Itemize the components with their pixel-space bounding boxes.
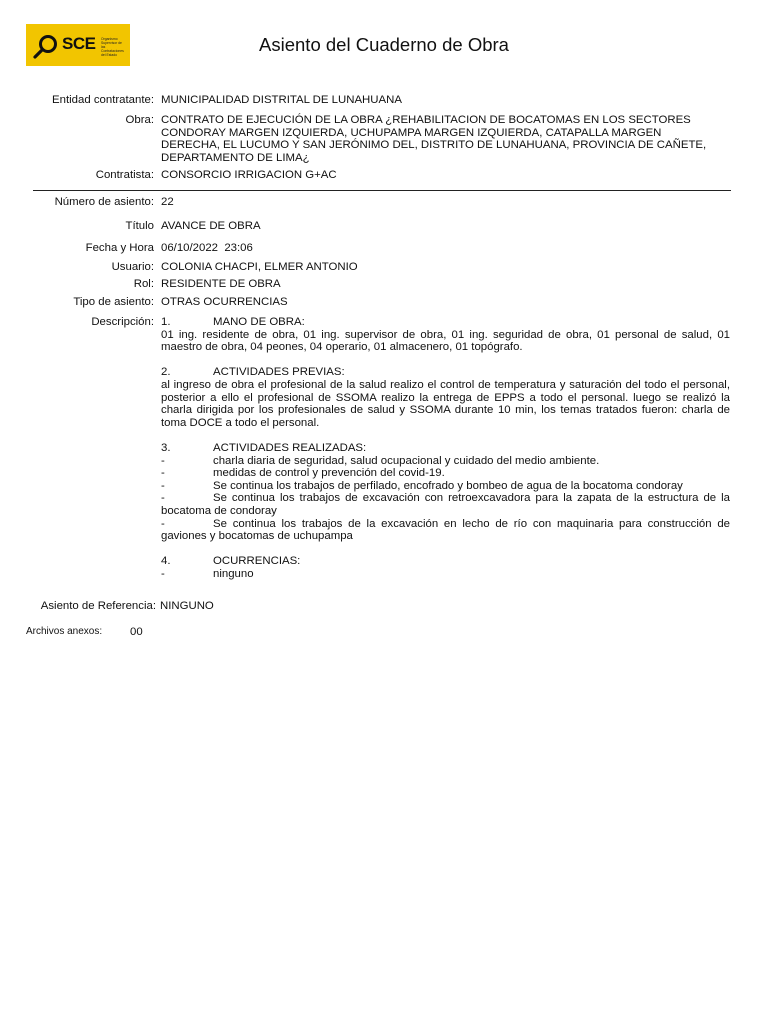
usuario-value: COLONIA CHACPI, ELMER ANTONIO	[161, 261, 358, 273]
anexos-label: Archivos anexos:	[26, 626, 103, 637]
section-title: ACTIVIDADES REALIZADAS:	[213, 441, 367, 454]
entidad-label: Entidad contratante:	[52, 94, 154, 106]
obra-label: Obra:	[125, 114, 154, 126]
list-item: - Se continua los trabajos de perfilado, encofrado y bombeo de agua de la bocatoma condoray	[161, 479, 683, 492]
list-dash: -	[161, 467, 165, 480]
section-heading	[161, 366, 730, 379]
titulo-label: Título	[125, 220, 154, 232]
list-dash: -	[161, 517, 165, 530]
section-heading	[161, 442, 730, 455]
fecha-value: 06/10/2022 23:06	[161, 242, 253, 254]
tipo-value: OTRAS OCURRENCIAS	[161, 296, 288, 308]
rol-value: RESIDENTE DE OBRA	[161, 278, 281, 290]
numero-value: 22	[161, 196, 174, 208]
usuario-label: Usuario:	[111, 261, 154, 273]
contratista-label: Contratista:	[95, 169, 154, 181]
list-item: - Se continua los trabajos de excavación con retroexcavadora para la zapata de la estructura de la bocatoma de condoray	[161, 492, 730, 517]
obra-line: DEPARTAMENTO DE LIMA¿	[161, 151, 310, 164]
entidad-value: MUNICIPALIDAD DISTRITAL DE LUNAHUANA	[161, 94, 402, 106]
header-divider	[33, 190, 731, 191]
logo-subtitle: Organismo Supervisor de las Contrataciones del Estado	[101, 37, 124, 57]
obra-line: DERECHA, EL LUCUMO Y SAN JERÓNIMO DEL, DISTRITO DE LUNAHUANA, PROVINCIA DE CAÑETE,	[161, 139, 707, 152]
obra-value	[161, 114, 706, 164]
fecha-label: Fecha y Hora	[85, 242, 154, 254]
numero-label: Número de asiento:	[54, 196, 154, 208]
section-number: 2.	[161, 366, 171, 379]
section-text: 01 ing. residente de obra, 01 ing. supervisor de obra, 01 ing. seguridad de obra, 01 personal de salud, 01 maestro de obra, 04 peones, 04 operario, 01 almacenero, 01 topógrafo.	[161, 328, 730, 354]
anexos-value[interactable]: 00	[130, 626, 143, 638]
section-text: al ingreso de obra el profesional de la salud realizo el control de temperatura y saturación del todo el personal, posterior a ello el profesional de SSOMA realizo la entrega de EPPS a todo el personal. luego se realizó la charla dirigida por los profesionales de salud y SSOMA durante 10 min, los temas tratados fueron: charla de toma DOCE a todo el personal.	[161, 378, 730, 429]
list-item: - ninguno	[161, 567, 254, 580]
rol-label: Rol:	[133, 278, 154, 290]
descripcion-label: Descripción:	[91, 316, 154, 328]
titulo-value: AVANCE DE OBRA	[161, 220, 261, 232]
list-dash: -	[161, 454, 165, 467]
section-title: MANO DE OBRA:	[213, 316, 305, 328]
page-title: Asiento del Cuaderno de Obra	[259, 34, 509, 55]
descripcion-body	[161, 316, 730, 580]
section-title: ACTIVIDADES PREVIAS:	[213, 366, 345, 379]
section-title: OCURRENCIAS:	[213, 555, 301, 568]
list-dash: -	[161, 567, 165, 580]
tipo-label: Tipo de asiento:	[73, 296, 154, 308]
section-number: 4.	[161, 555, 171, 568]
section-heading	[161, 555, 730, 568]
list-item: - medidas de control y prevención del covid-19.	[161, 467, 445, 480]
section-heading	[161, 316, 730, 329]
section-number: 3.	[161, 441, 171, 454]
obra-line: CONTRATO DE EJECUCIÓN DE LA OBRA ¿REHABILITACION DE BOCATOMAS EN LOS SECTORES	[161, 114, 691, 126]
referencia-value: NINGUNO	[160, 600, 214, 612]
contratista-value: CONSORCIO IRRIGACION G+AC	[161, 169, 337, 181]
list-dash: -	[161, 479, 165, 492]
section-number: 1.	[161, 316, 171, 328]
list-item: - charla diaria de seguridad, salud ocupacional y cuidado del medio ambiente.	[161, 454, 600, 467]
referencia-label: Asiento de Referencia:	[40, 600, 156, 612]
logo-brand: SCE	[62, 34, 96, 53]
list-dash: -	[161, 492, 165, 505]
obra-line: CONDORAY MARGEN IZQUIERDA, UCHUPAMPA MARGEN IZQUIERDA, CATAPALLA MARGEN	[161, 126, 662, 139]
list-item: - Se continua los trabajos de la excavación en lecho de río con maquinaria para construcción de gaviones y bocatomas de uchupampa	[161, 517, 730, 543]
